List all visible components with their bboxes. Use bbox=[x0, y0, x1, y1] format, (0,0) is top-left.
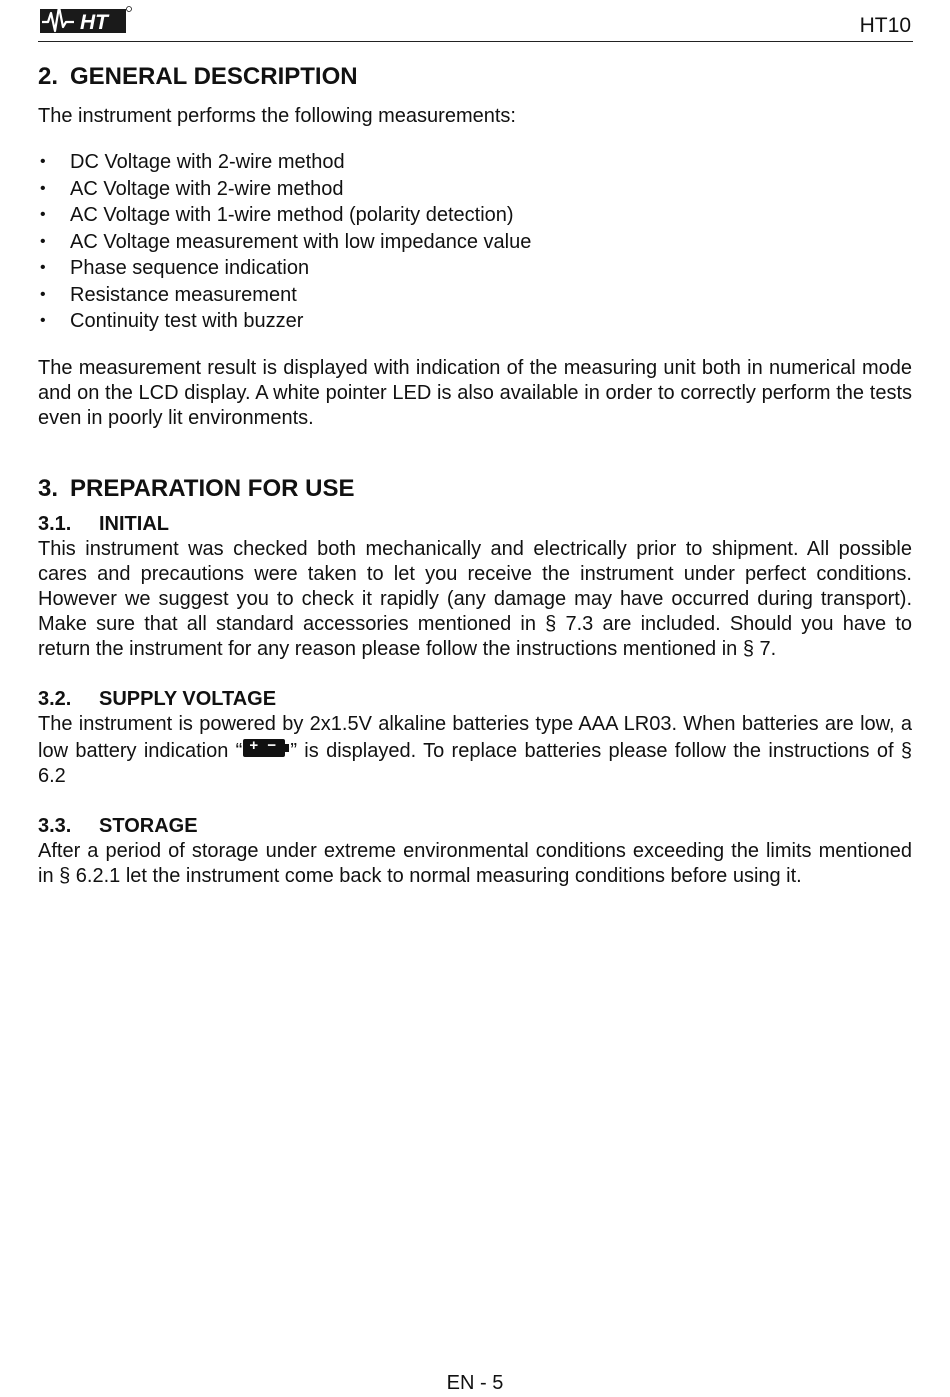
main-content bbox=[38, 62, 912, 889]
subheading-storage: 3.3. STORAGE bbox=[38, 814, 198, 837]
section-heading-preparation: 3. PREPARATION FOR USE bbox=[38, 474, 355, 502]
section-heading-general-description: 2. GENERAL DESCRIPTION bbox=[38, 63, 358, 90]
description-paragraph: The measurement result is displayed with indication of the measuring unit both in numerical mode and on the LCD display. A white pointer LED is also available in order to correctly perform the tests even in poorly lit environments. bbox=[38, 356, 912, 429]
initial-text: This instrument was checked both mechanically and electrically prior to shipment. All possible cares and precautions were taken to let you receive the instrument under perfect conditions. However we suggest you to check it rapidly (any damage may have occurred during transport). Make sure that all standard accessories mentioned in § 7.3 are included. Should you have to return the instrument for any reason please follow the instructions mentioned in § 7. bbox=[38, 537, 912, 660]
list-item: • DC Voltage with 2-wire method bbox=[40, 151, 345, 173]
battery-icon: + − bbox=[243, 737, 289, 759]
page-number: EN - 5 bbox=[446, 1372, 504, 1394]
supply-text: The instrument is powered by 2x1.5V alkaline batteries type AAA LR03. When batteries are low, a low battery indication “ + − ” is displayed. To replace batteries please follow the instructions of § 6.2 bbox=[38, 712, 912, 787]
list-item: • Continuity test with buzzer bbox=[40, 310, 304, 332]
measurements-list bbox=[38, 149, 912, 335]
svg-text:HT: HT bbox=[80, 11, 108, 34]
model-name: HT10 bbox=[859, 14, 911, 37]
list-item: • AC Voltage measurement with low impedance value bbox=[40, 230, 532, 253]
list-item: • Resistance measurement bbox=[40, 283, 297, 306]
storage-text: After a period of storage under extreme environmental conditions exceeding the limits mentioned in § 6.2.1 let the instrument come back to normal measuring conditions before using it. bbox=[38, 839, 912, 887]
list-item: • AC Voltage with 2-wire method bbox=[40, 177, 344, 200]
page-header bbox=[38, 0, 913, 42]
list-item: • AC Voltage with 1-wire method (polarity detection) bbox=[40, 204, 514, 226]
subheading-supply-voltage: 3.2. SUPPLY VOLTAGE bbox=[38, 687, 277, 710]
list-item: • Phase sequence indication bbox=[40, 257, 310, 279]
subheading-initial: 3.1. INITIAL bbox=[38, 512, 169, 535]
intro-text: The instrument performs the following measurements: bbox=[38, 105, 516, 127]
ht-logo bbox=[40, 3, 132, 35]
